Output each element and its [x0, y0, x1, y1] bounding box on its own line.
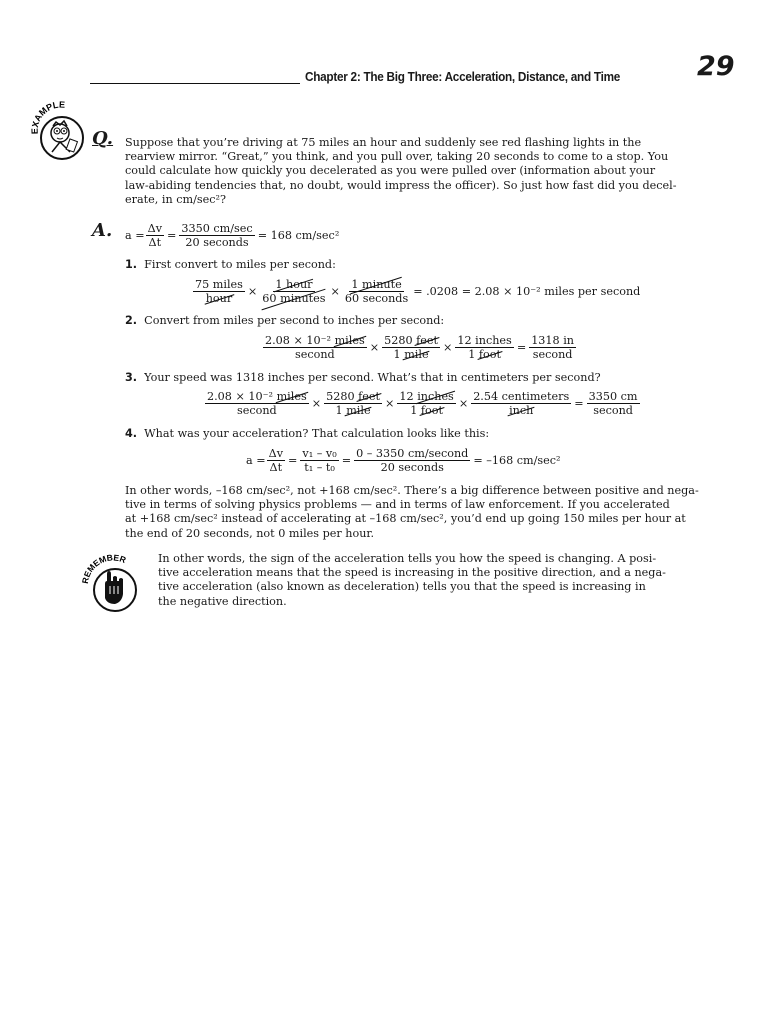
fraction-denominator: second — [294, 348, 335, 361]
question-line: erate, in cm/sec²? — [125, 192, 226, 206]
step-text: Your speed was 1318 inches per second. What’s that in centimeters per second? — [144, 371, 601, 384]
step-2 — [125, 314, 444, 328]
cancelled-unit: miles — [334, 334, 365, 347]
fraction — [354, 447, 470, 474]
remember-line: tive acceleration (also known as deceleration) tells you that the speed is increasing in — [158, 580, 646, 594]
cancelled-unit: inch — [509, 404, 534, 417]
conclusion-line: at +168 cm/sec² instead of accelerating at –168 cm/sec², you’d end up going 150 miles per hour at — [125, 512, 686, 526]
cancelled-unit: feet — [358, 390, 381, 403]
fraction — [205, 390, 309, 417]
header-rule — [90, 83, 300, 84]
times-sign: × — [443, 340, 453, 354]
equals-sign: = — [341, 453, 352, 467]
denominator-value: 1 — [335, 404, 347, 417]
step-number: 4. — [125, 427, 138, 440]
fraction — [397, 390, 455, 417]
cancelled-unit: hour — [205, 292, 233, 305]
fraction-numerator: 0 – 3350 cm/second — [356, 447, 469, 460]
fraction-numerator — [324, 390, 382, 404]
times-sign: × — [385, 396, 395, 410]
numerator-value: 2.08 × 10⁻² — [207, 390, 277, 403]
remember-icon — [80, 550, 144, 614]
cancelled-unit: miles — [276, 390, 307, 403]
cancelled-unit: feet — [416, 334, 439, 347]
numerator-value: 2.08 × 10⁻² — [265, 334, 335, 347]
cancelled-unit: foot — [478, 348, 501, 361]
denominator-value: 1 — [410, 404, 421, 417]
equation-1 — [192, 278, 642, 305]
fraction — [382, 334, 440, 361]
page-number: 29 — [697, 51, 735, 82]
fraction-denominator: t₁ – t₀ — [304, 461, 335, 474]
remember-line: tive acceleration means that the speed is increasing in the positive direction, and a nega- — [158, 566, 666, 580]
times-sign: × — [247, 284, 258, 298]
delta-fraction — [146, 222, 164, 249]
remember-text — [158, 552, 666, 609]
remember-line: the negative direction. — [158, 594, 287, 608]
cancelled-unit: 1 hour — [275, 278, 313, 291]
times-sign: × — [458, 396, 469, 410]
question-line: rearview mirror. “Great,” you think, and you pull over, taking 20 seconds to come to a stop. You — [125, 150, 669, 164]
answer-equation — [125, 222, 341, 249]
question-line: could calculate how quickly you decelerated as you were pulled over (information about your — [125, 164, 656, 178]
conclusion-text — [125, 484, 699, 541]
conclusion-line: tive in terms of solving physics problems — and in terms of law enforcement. If you accelerated — [125, 498, 670, 512]
step-number: 2. — [125, 314, 138, 327]
fraction-numerator — [349, 278, 403, 292]
fraction-numerator — [382, 334, 440, 348]
fraction-numerator — [397, 390, 455, 404]
example-icon — [30, 100, 92, 162]
equation-2 — [262, 334, 577, 361]
cancelled-unit: mile — [404, 348, 429, 361]
numerator-value: 5280 — [384, 334, 417, 347]
fraction-denominator: 20 seconds — [185, 236, 249, 249]
denominator-value: 1 — [393, 348, 405, 361]
cancelled-unit: foot — [420, 404, 443, 417]
conclusion-line: In other words, –168 cm/sec², not +168 cm/sec². There’s a big difference between positive and nega- — [125, 484, 699, 497]
fraction-denominator — [466, 348, 503, 361]
step-number: 3. — [125, 371, 138, 384]
fraction — [267, 447, 285, 474]
equals-sign: = — [574, 396, 584, 410]
step-text: First convert to miles per second: — [144, 258, 336, 271]
fraction-numerator: Δv — [147, 222, 163, 235]
fraction-denominator: second — [593, 404, 633, 417]
cancelled-unit: 60 minutes — [262, 292, 326, 305]
step-1 — [125, 258, 336, 272]
fraction-denominator: Δt — [269, 461, 283, 474]
cancelled-unit: 1 minute — [351, 278, 402, 291]
fraction-numerator: 75 miles — [195, 278, 243, 291]
fraction-numerator: 12 inches — [457, 334, 512, 347]
fraction-denominator: 20 seconds — [380, 461, 444, 474]
fraction — [324, 390, 382, 417]
fraction-numerator: 1318 in — [531, 334, 574, 347]
fraction — [471, 390, 571, 417]
denominator-value: 1 — [468, 348, 479, 361]
fraction — [587, 390, 640, 417]
step-4 — [125, 427, 489, 441]
fraction-denominator — [392, 348, 431, 361]
step-text: What was your acceleration? That calculation looks like this: — [144, 427, 490, 440]
equals-sign: = — [288, 453, 298, 467]
equals-sign: = — [516, 340, 527, 354]
fraction-numerator — [273, 278, 314, 292]
chapter-title: Chapter 2: The Big Three: Acceleration, Distance, and Time — [305, 69, 621, 84]
conclusion-line: the end of 20 seconds, not 0 miles per hour. — [125, 526, 375, 540]
equation-3 — [204, 390, 641, 417]
times-sign: × — [369, 340, 380, 354]
question-line: Suppose that you’re driving at 75 miles an hour and suddenly see red flashing lights in the — [125, 136, 642, 149]
eq-a: a = — [125, 228, 145, 242]
numerator-value: 5280 — [326, 390, 359, 403]
equals-sign: = — [167, 228, 177, 242]
step-number: 1. — [125, 258, 138, 271]
fraction-denominator: second — [236, 404, 277, 417]
fraction-denominator — [334, 404, 373, 417]
fraction-denominator — [204, 292, 235, 305]
equation-result: = –168 cm/sec² — [473, 453, 561, 467]
fraction — [343, 278, 410, 305]
answer-result: = 168 cm/sec² — [257, 228, 340, 242]
fraction-denominator — [260, 292, 327, 305]
fraction-numerator — [205, 390, 309, 404]
fraction-numerator: 3350 cm/sec — [181, 222, 253, 235]
cancelled-unit: mile — [346, 404, 371, 417]
equation-4 — [246, 447, 563, 474]
example-icon-label: EXAMPLE — [30, 100, 66, 135]
question-line: law-abiding tendencies that, no doubt, would impress the officer). So just how fast did you decel- — [125, 178, 677, 192]
fraction-numerator: 3350 cm — [588, 390, 638, 403]
cancelled-unit: inches — [417, 390, 454, 403]
fraction — [193, 278, 245, 305]
step-text: Convert from miles per second to inches per second: — [144, 314, 445, 327]
remember-line: In other words, the sign of the acceleration tells you how the speed is changing. A posi- — [158, 552, 657, 565]
fraction — [260, 278, 327, 305]
times-sign: × — [311, 396, 322, 410]
question-text — [125, 136, 677, 207]
fraction — [529, 334, 576, 361]
question-label: Q. — [92, 128, 114, 149]
fraction-denominator: Δt — [148, 236, 162, 249]
fraction — [300, 447, 338, 474]
fraction-numerator: 2.54 centimeters — [473, 390, 570, 403]
equation-result: = .0208 = 2.08 × 10⁻² miles per second — [413, 284, 641, 298]
fraction-numerator — [263, 334, 367, 348]
fraction-numerator: Δv — [268, 447, 284, 460]
numerator-value: 12 — [399, 390, 418, 403]
fraction-denominator — [408, 404, 445, 417]
eq-a: a = — [246, 453, 266, 467]
fraction-denominator: 60 seconds — [344, 292, 409, 305]
answer-label: A. — [92, 220, 113, 241]
fraction-denominator — [507, 404, 535, 417]
fraction-denominator: second — [532, 348, 573, 361]
fraction — [455, 334, 513, 361]
value-fraction — [179, 222, 254, 249]
fraction-numerator: v₁ – v₀ — [302, 447, 337, 460]
remember-icon-label: REMEMBER — [80, 552, 128, 585]
times-sign: × — [330, 284, 340, 298]
step-3 — [125, 371, 601, 385]
fraction — [263, 334, 367, 361]
